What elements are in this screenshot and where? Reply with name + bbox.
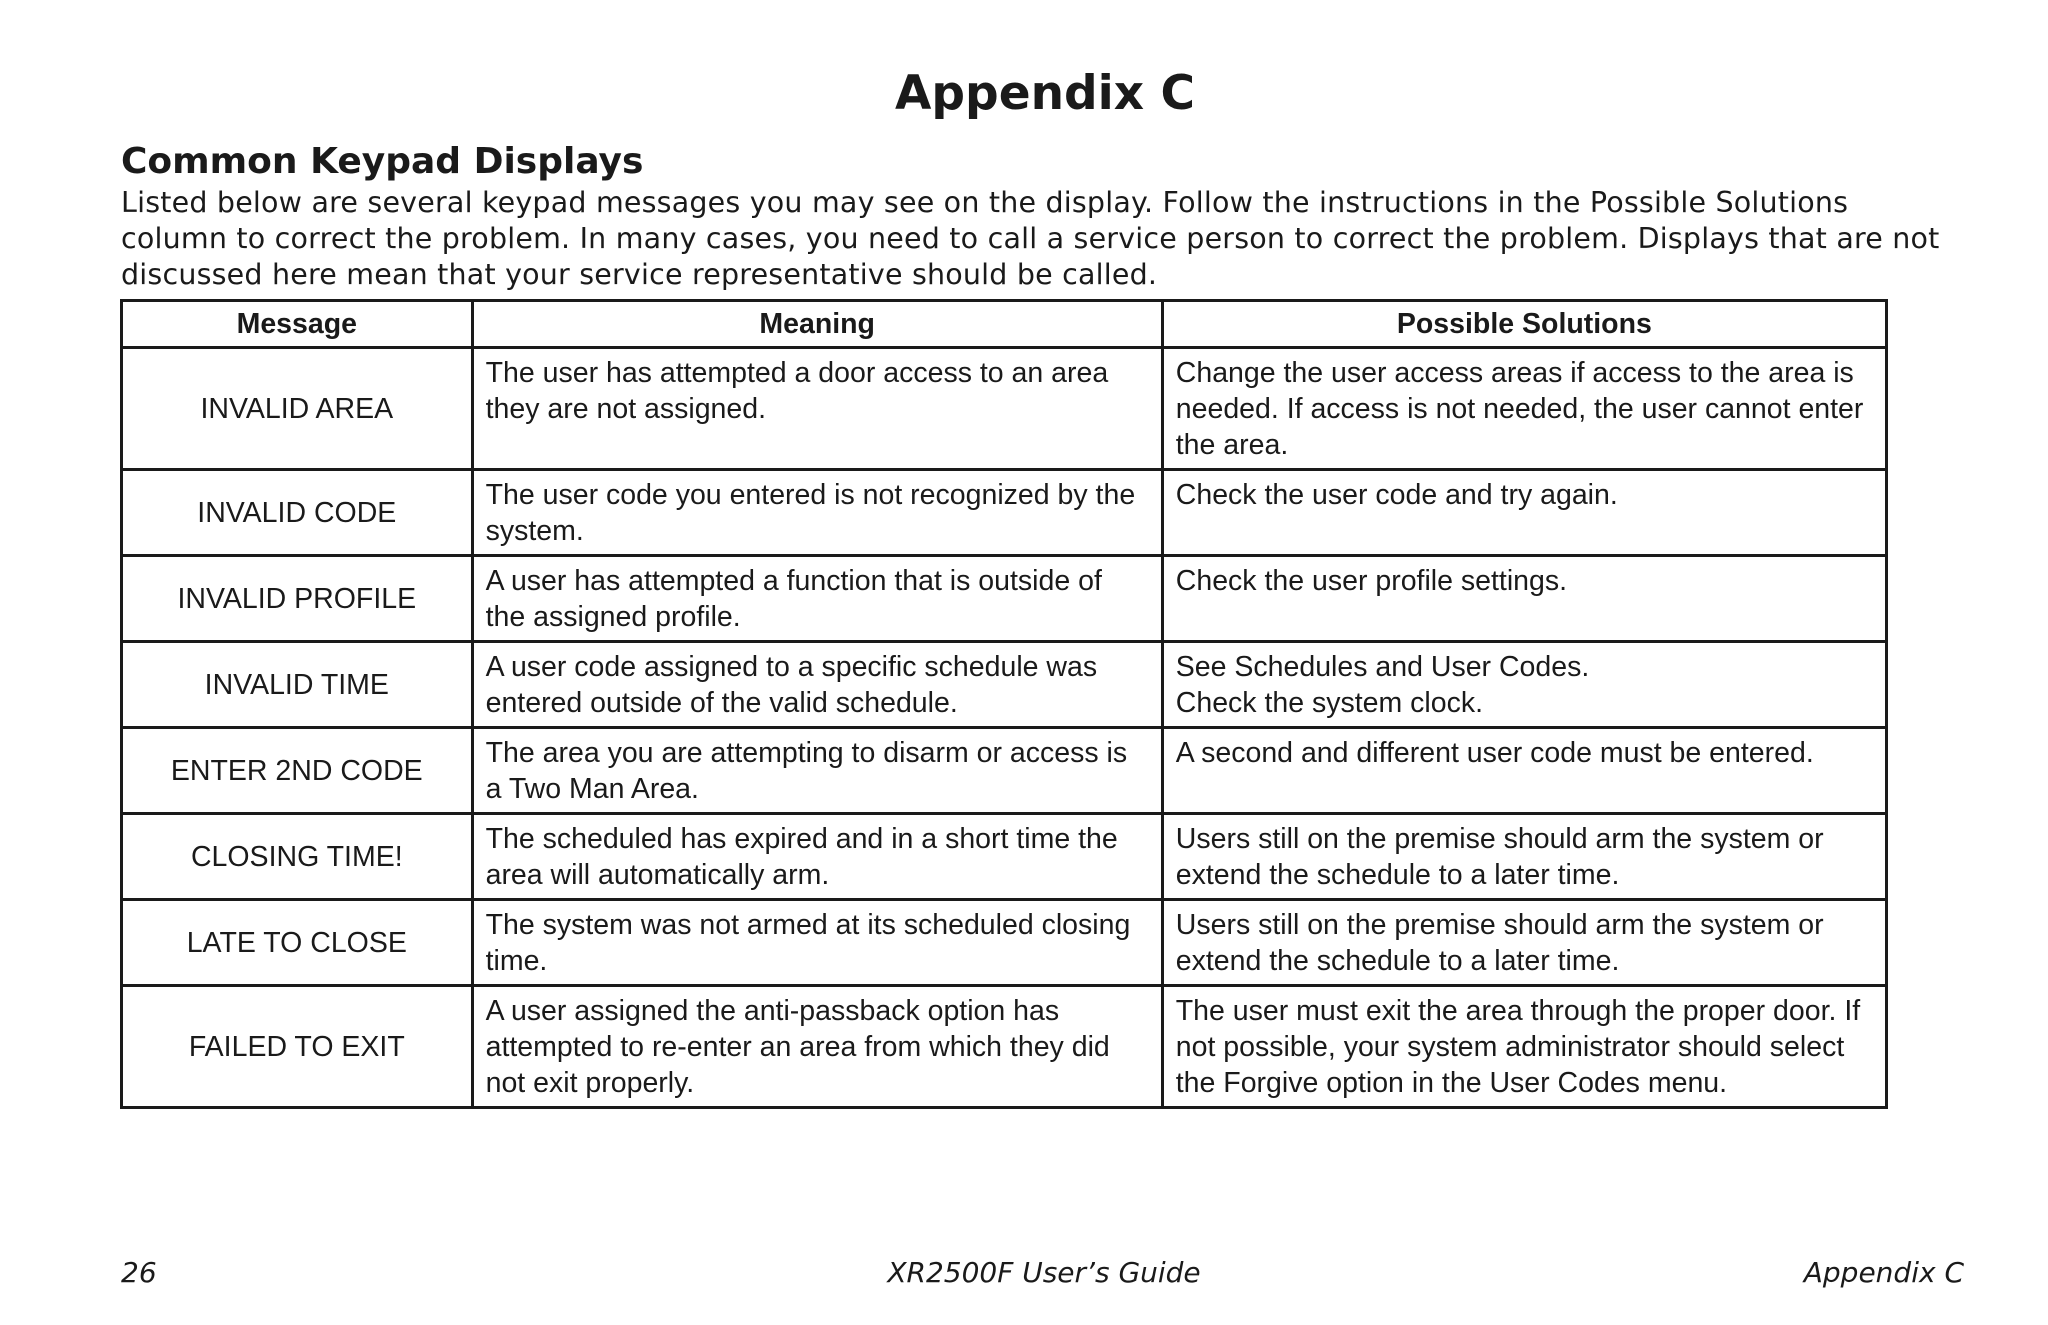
table-row <box>122 642 1887 728</box>
guide-title: XR2500F User’s Guide <box>887 1256 1201 1289</box>
footer-section-name: Appendix C <box>1803 1256 1964 1289</box>
message-cell: ENTER 2ND CODE <box>122 728 473 814</box>
solution-cell: See Schedules and User Codes. Check the system clock. <box>1162 642 1886 728</box>
message-cell: INVALID CODE <box>122 470 473 556</box>
meaning-cell: The user has attempted a door access to an area they are not assigned. <box>472 348 1162 470</box>
solution-cell: Check the user profile settings. <box>1162 556 1886 642</box>
table-row <box>122 556 1887 642</box>
table-row <box>122 900 1887 986</box>
section-title: Common Keypad Displays <box>121 141 644 182</box>
header-meaning: Meaning <box>472 301 1162 348</box>
table-row <box>122 986 1887 1108</box>
table-row <box>122 728 1887 814</box>
meaning-cell: The scheduled has expired and in a short time the area will automatically arm. <box>472 814 1162 900</box>
message-cell: FAILED TO EXIT <box>122 986 473 1108</box>
meaning-cell: The system was not armed at its scheduled closing time. <box>472 900 1162 986</box>
meaning-cell: A user has attempted a function that is outside of the assigned profile. <box>472 556 1162 642</box>
meaning-cell: The area you are attempting to disarm or access is a Two Man Area. <box>472 728 1162 814</box>
page-title: Appendix C <box>895 66 1195 121</box>
header-message: Message <box>122 301 473 348</box>
solution-cell: Users still on the premise should arm the system or extend the schedule to a later time. <box>1162 814 1886 900</box>
message-cell: CLOSING TIME! <box>122 814 473 900</box>
table-row <box>122 814 1887 900</box>
page-number: 26 <box>121 1256 157 1289</box>
solution-cell: The user must exit the area through the proper door. If not possible, your system administrator should select the Forgive option in the User Codes menu. <box>1162 986 1886 1108</box>
message-cell: INVALID AREA <box>122 348 473 470</box>
meaning-cell: A user assigned the anti-passback option has attempted to re-enter an area from which they did not exit properly. <box>472 986 1162 1108</box>
intro-paragraph: Listed below are several keypad messages you may see on the display. Follow the instructions in the Possible Solutions column to correct the problem. In many cases, you need to call a service person to correct the problem. Displays that are not discussed here mean that your service representative should be called. <box>121 186 1940 291</box>
header-possible-solutions: Possible Solutions <box>1162 301 1886 348</box>
solution-cell: A second and different user code must be entered. <box>1162 728 1886 814</box>
meaning-cell: The user code you entered is not recognized by the system. <box>472 470 1162 556</box>
table-row <box>122 470 1887 556</box>
meaning-cell: A user code assigned to a specific schedule was entered outside of the valid schedule. <box>472 642 1162 728</box>
solution-cell: Check the user code and try again. <box>1162 470 1886 556</box>
solution-cell: Change the user access areas if access to the area is needed. If access is not needed, the user cannot enter the area. <box>1162 348 1886 470</box>
message-cell: INVALID PROFILE <box>122 556 473 642</box>
table-row <box>122 348 1887 470</box>
table-header-row <box>122 301 1887 348</box>
message-cell: LATE TO CLOSE <box>122 900 473 986</box>
keypad-displays-table <box>120 299 1888 1109</box>
solution-cell: Users still on the premise should arm the system or extend the schedule to a later time. <box>1162 900 1886 986</box>
message-cell: INVALID TIME <box>122 642 473 728</box>
